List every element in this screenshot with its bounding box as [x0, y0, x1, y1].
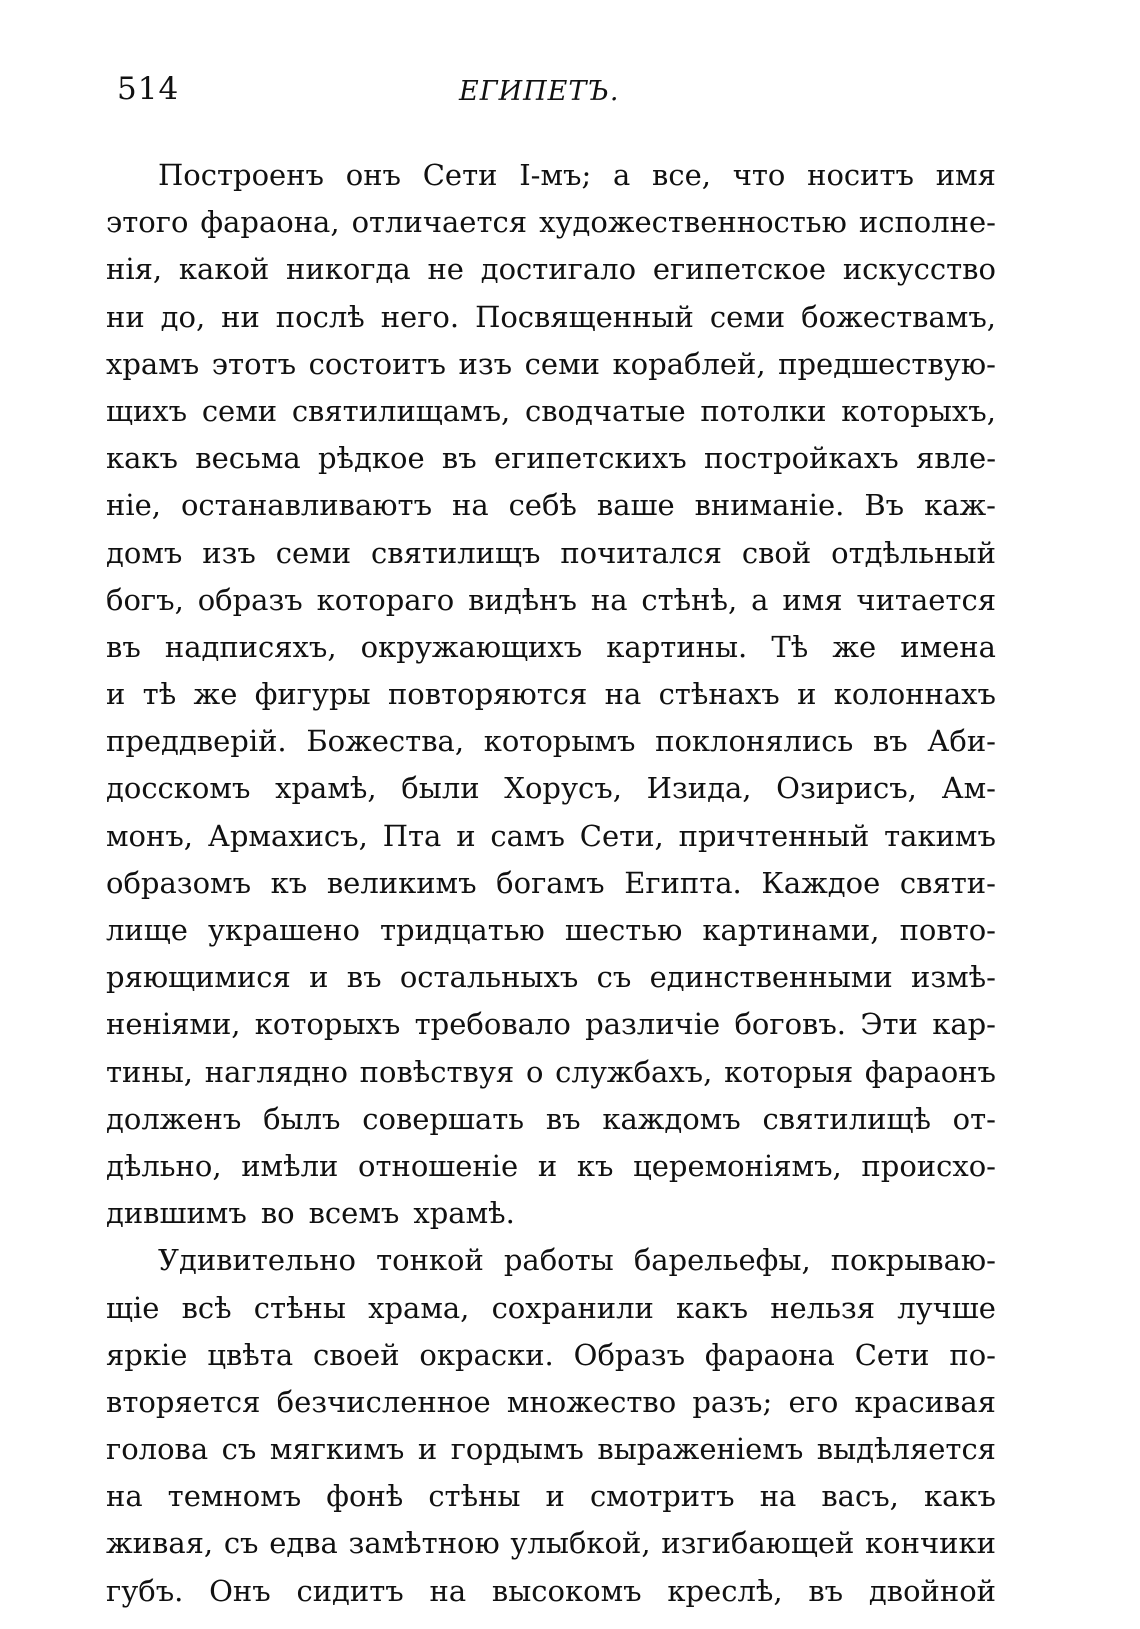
text-word: къ [576, 1148, 614, 1183]
text-word: фараонъ [864, 1054, 996, 1089]
text-word: кораблей, [612, 346, 766, 381]
text-line [106, 199, 996, 246]
text-word: богамъ [496, 865, 605, 900]
text-word: отношеніе [358, 1148, 519, 1183]
text-word: послѣ [275, 299, 365, 334]
text-word: постройкахъ [704, 441, 899, 476]
text-word: нельзя [770, 1290, 876, 1325]
text-line [106, 765, 996, 812]
body-text [106, 152, 996, 1615]
text-word: Образъ [573, 1337, 686, 1372]
text-word: святилищъ [371, 535, 541, 570]
text-word: причтенный [678, 818, 870, 853]
text-word: святи- [899, 865, 996, 900]
text-word: лище [106, 913, 188, 947]
text-word: и [309, 960, 329, 995]
text-word: досскомъ [106, 771, 251, 806]
text-line [106, 246, 996, 293]
text-word: повторяются [387, 677, 588, 712]
text-word: колоннахъ [833, 677, 996, 712]
text-word: высокомъ [491, 1573, 642, 1608]
text-word: улыбкой, [510, 1526, 651, 1561]
text-word: святилищамъ, [291, 393, 511, 428]
text-line [106, 482, 996, 529]
text-word: которыя [724, 1054, 854, 1089]
text-word: въ [346, 960, 382, 995]
text-word: въ [441, 441, 477, 476]
text-word: Изида, [646, 771, 752, 806]
text-word: яркіе [106, 1337, 188, 1372]
text-line [106, 1143, 996, 1190]
text-word: достигало [480, 252, 637, 287]
text-word: его [788, 1384, 839, 1419]
text-line [106, 530, 996, 577]
text-word: монъ, [106, 818, 194, 853]
text-word: сидитъ [296, 1573, 404, 1608]
text-word: красивая [854, 1384, 996, 1419]
text-word: состоитъ [308, 346, 446, 381]
text-word: этотъ [211, 346, 297, 381]
text-word: имѣли [241, 1148, 339, 1183]
text-word: наглядно [204, 1054, 348, 1089]
text-word: лучше [897, 1290, 996, 1325]
text-word: не [427, 252, 464, 287]
text-word: фонѣ [326, 1479, 404, 1514]
text-line [106, 294, 996, 341]
text-word: весьма [195, 441, 301, 476]
text-line [106, 1001, 996, 1048]
text-word: стѣнахъ [658, 677, 780, 712]
text-word: Армахисъ, [207, 818, 368, 853]
text-word: на [429, 1573, 467, 1608]
text-word: Египта. [624, 865, 742, 900]
text-word: храмѣ. [413, 1196, 515, 1231]
text-word: Божества, [306, 724, 465, 759]
text-word: дѣльно, [106, 1148, 222, 1183]
text-word: почитался [560, 535, 722, 570]
text-line [106, 813, 996, 860]
text-word: преддверій. [106, 724, 287, 759]
text-word: всемъ [308, 1196, 400, 1231]
text-word: кончики [865, 1526, 996, 1561]
text-word: Ам- [941, 771, 996, 806]
text-word: службахъ, [555, 1054, 713, 1089]
text-word: церемоніямъ, [633, 1148, 842, 1183]
text-word: и [106, 677, 126, 712]
text-word: изъ [202, 535, 256, 570]
text-word: неніями, [106, 1007, 241, 1042]
text-word: щіе [106, 1290, 160, 1325]
text-word: своей [313, 1337, 400, 1372]
text-word: имя [935, 158, 996, 192]
text-word: имя [782, 582, 843, 617]
text-word: съ [223, 1526, 259, 1561]
text-word: работы [503, 1243, 614, 1278]
text-word: сводчатые [524, 393, 686, 428]
text-word: изъ [458, 346, 513, 381]
text-line [106, 388, 996, 435]
text-word: ни [106, 299, 145, 334]
text-word: потолки [700, 393, 827, 428]
text-word: окружающихъ [360, 629, 583, 664]
text-word: никогда [286, 252, 411, 287]
text-line [106, 1568, 996, 1615]
text-line [106, 435, 996, 482]
text-word: всѣ [181, 1290, 232, 1325]
text-word: долженъ [106, 1101, 242, 1136]
text-word: явле- [915, 441, 996, 476]
text-word: голова [106, 1432, 209, 1467]
text-word: такимъ [884, 818, 996, 853]
text-word: цвѣта [207, 1337, 294, 1372]
text-word: щихъ [106, 393, 188, 428]
text-line [106, 624, 996, 671]
text-word: въ [106, 629, 141, 664]
text-word: дившимъ [106, 1196, 247, 1231]
text-word: губъ. [106, 1573, 184, 1608]
text-word: на [604, 677, 642, 712]
text-word: барельефы, [633, 1243, 811, 1278]
text-word: божествамъ, [801, 299, 996, 334]
text-word: фигуры [254, 677, 371, 712]
text-word: египетскихъ [494, 441, 687, 476]
text-word: а [612, 158, 631, 192]
text-word: темномъ [167, 1479, 302, 1514]
text-word: Сети [854, 1337, 930, 1372]
text-word: Посвященный [475, 299, 694, 334]
text-word: креслѣ, [667, 1573, 783, 1608]
text-word: которыхъ, [841, 393, 996, 428]
text-word: Озирисъ, [776, 771, 917, 806]
text-word: происхо- [861, 1148, 996, 1183]
text-word: живая, [106, 1526, 214, 1561]
text-line [106, 1426, 996, 1473]
text-word: тѣ [142, 677, 177, 712]
text-word: отличается [351, 205, 528, 240]
text-word: замѣтною [348, 1526, 500, 1561]
text-line [106, 152, 996, 199]
text-word: же [193, 677, 238, 712]
text-word: Хорусъ, [504, 771, 622, 806]
text-word: надписяхъ, [164, 629, 337, 664]
text-word: ряющимися [106, 960, 291, 995]
text-word: храмъ [106, 346, 200, 381]
text-word: украшено [207, 913, 360, 947]
text-word: ни [221, 299, 260, 334]
text-word: едва [269, 1526, 338, 1561]
text-word: видѣнъ [468, 582, 577, 617]
text-word: на [590, 582, 628, 617]
text-word: остальныхъ [399, 960, 579, 995]
text-word: о [525, 1054, 544, 1089]
text-line [106, 1379, 996, 1426]
text-line [106, 341, 996, 388]
text-word: и [417, 1432, 438, 1467]
text-line [106, 1237, 996, 1284]
text-word: фараона, [200, 205, 340, 240]
text-word: Пта [382, 818, 442, 853]
text-word: все, [652, 158, 711, 192]
text-word: на [759, 1479, 797, 1514]
text-word: Каждое [761, 865, 881, 900]
text-word: требовало [414, 1007, 571, 1042]
text-word: въ [808, 1573, 844, 1608]
text-line [106, 1473, 996, 1520]
text-word: себѣ [508, 488, 577, 523]
text-word: поклонялись [655, 724, 854, 759]
text-word: различіе [585, 1007, 721, 1042]
text-word: Онъ [209, 1573, 271, 1608]
text-word: искусство [842, 252, 996, 287]
text-word: храмѣ, [275, 771, 377, 806]
text-word: множество [506, 1384, 677, 1419]
text-word: выдѣляется [816, 1432, 996, 1467]
text-word: каж- [924, 488, 996, 523]
text-word: сохранили [491, 1290, 654, 1325]
text-word: Эти [860, 1007, 918, 1042]
text-word: же [832, 629, 877, 664]
text-word: ваше [596, 488, 675, 523]
text-word: каждомъ [602, 1101, 741, 1136]
text-word: художественностью [539, 205, 847, 240]
text-word: него. [380, 299, 460, 334]
text-word: какой [178, 252, 270, 287]
text-word: измѣ- [910, 960, 996, 995]
text-word: Аби- [927, 724, 996, 759]
text-word: Сети [422, 158, 498, 192]
text-word: что [732, 158, 786, 192]
text-word: котораго [316, 582, 455, 617]
text-word: тины, [106, 1054, 193, 1089]
text-word: этого [106, 205, 189, 240]
text-word: совершать [362, 1101, 525, 1136]
text-line [106, 1049, 996, 1096]
text-word: нія, [106, 252, 163, 287]
text-word: которымъ [483, 724, 636, 759]
text-word: исполне- [858, 205, 996, 240]
text-word: мягкимъ [269, 1432, 405, 1467]
text-word: стѣны [428, 1479, 521, 1514]
text-word: кар- [932, 1007, 996, 1042]
text-word: семи [524, 346, 600, 381]
text-line [106, 1096, 996, 1143]
text-word: вторяется [106, 1384, 261, 1419]
text-word: предшествую- [778, 346, 996, 381]
text-word: повѣствуя [359, 1054, 515, 1089]
text-line [106, 671, 996, 718]
text-word: семи [201, 393, 278, 428]
text-word: останавливаютъ [180, 488, 433, 523]
text-word: стѣнѣ, [641, 582, 738, 617]
text-word: на [451, 488, 489, 523]
text-word: смотритъ [589, 1479, 735, 1514]
text-word: Тѣ [771, 629, 809, 664]
text-word: въ [545, 1101, 581, 1136]
text-word: которыхъ [254, 1007, 401, 1042]
text-line [106, 907, 996, 954]
text-word: великимъ [326, 865, 477, 900]
text-word: Сети, [579, 818, 664, 853]
text-word: какъ [106, 441, 178, 476]
text-word: египетское [652, 252, 827, 287]
text-word: домъ [106, 535, 183, 570]
text-word: въ [872, 724, 908, 759]
text-word: богъ, [106, 582, 184, 617]
text-word: рѣдкое [317, 441, 425, 476]
text-word: онъ [345, 158, 401, 192]
text-word: гордымъ [450, 1432, 584, 1467]
text-word: боговъ. [734, 1007, 847, 1042]
text-word: семи [275, 535, 352, 570]
text-word: къ [270, 865, 308, 900]
text-word: Въ [864, 488, 905, 523]
page-number: 514 [117, 71, 180, 107]
text-word: отдѣльный [831, 535, 996, 570]
text-word: покрываю- [830, 1243, 996, 1278]
text-word: Построенъ [158, 158, 324, 192]
text-word: самъ [490, 818, 565, 853]
text-word: на [106, 1479, 143, 1514]
text-word: окраски. [419, 1337, 554, 1372]
text-word: имена [900, 629, 996, 664]
text-word: вниманіе. [694, 488, 845, 523]
text-word: и [456, 818, 476, 853]
text-word: двойной [868, 1573, 996, 1608]
text-word: во [260, 1196, 295, 1231]
text-word: I-мъ; [519, 158, 592, 192]
text-word: были [401, 771, 480, 806]
text-line [106, 860, 996, 907]
text-word: ніе, [106, 488, 161, 523]
text-word: съ [596, 960, 632, 995]
text-word: тонкой [376, 1243, 484, 1278]
text-word: изгибающей [661, 1526, 855, 1561]
text-word: какъ [676, 1290, 749, 1325]
text-word: и [545, 1479, 565, 1514]
text-word: от- [952, 1101, 996, 1136]
text-word: стѣны [253, 1290, 346, 1325]
text-word: храма, [368, 1290, 470, 1325]
text-word: васъ, [821, 1479, 899, 1514]
text-word: свой [741, 535, 812, 570]
text-word: тридцатью [379, 913, 545, 947]
text-word: образъ [197, 582, 303, 617]
text-word: повто- [899, 913, 996, 947]
text-word: образомъ [106, 865, 252, 900]
text-line [106, 1332, 996, 1379]
text-word: и [537, 1148, 558, 1183]
text-word: картины. [606, 629, 748, 664]
text-word: единственными [649, 960, 893, 995]
text-line [106, 1190, 996, 1237]
text-word: какъ [923, 1479, 996, 1514]
text-word: а [751, 582, 769, 617]
text-line [106, 1520, 996, 1567]
text-word: былъ [263, 1101, 341, 1136]
text-word: Удивительно [158, 1243, 357, 1278]
text-word: выраженіемъ [597, 1432, 804, 1467]
text-line [106, 954, 996, 1001]
text-word: фараона [704, 1337, 835, 1372]
text-word: безчисленное [276, 1384, 491, 1419]
running-head: ЕГИПЕТЪ. [459, 76, 620, 107]
text-word: семи [709, 299, 786, 334]
text-line [106, 1285, 996, 1332]
text-line [106, 577, 996, 624]
text-word: читается [856, 582, 996, 617]
text-word: шестью [564, 913, 683, 947]
text-word: святилищѣ [762, 1101, 931, 1136]
text-word: и [797, 677, 817, 712]
text-word: разъ; [692, 1384, 773, 1419]
text-word: картинами, [702, 913, 880, 947]
text-line [106, 718, 996, 765]
text-word: по- [949, 1337, 996, 1372]
text-word: съ [221, 1432, 257, 1467]
text-word: до, [160, 299, 206, 334]
text-word: носитъ [807, 158, 914, 192]
